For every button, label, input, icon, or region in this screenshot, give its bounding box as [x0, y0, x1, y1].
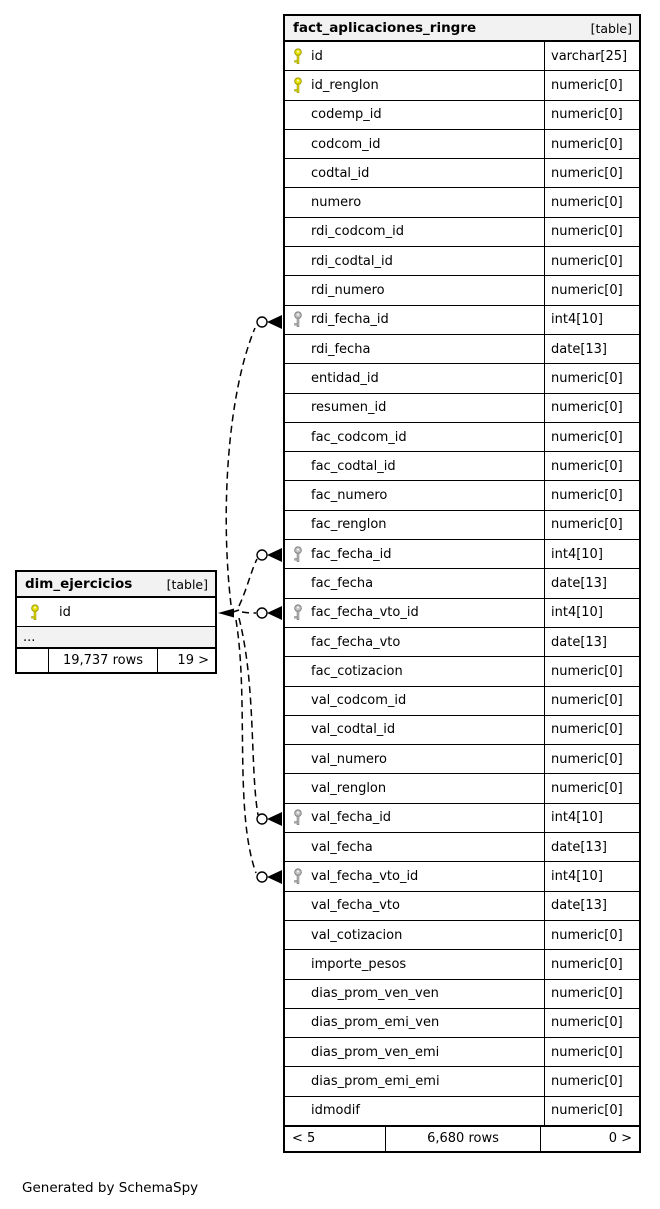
column-name-cell: [285, 921, 545, 949]
column-row-codtal_id: [285, 159, 639, 188]
column-row-val_fecha_vto: [285, 892, 639, 921]
column-name-cell: [285, 101, 545, 129]
column-row-dias_prom_ven_emi: [285, 1038, 639, 1067]
column-name-cell: [285, 540, 545, 568]
column-row-fac_codcom_id: [285, 423, 639, 452]
column-name: val_fecha_id: [311, 810, 392, 826]
column-type: numeric[0]: [551, 781, 623, 797]
column-row-numero: [285, 188, 639, 217]
column-row-rdi_fecha: [285, 335, 639, 364]
table-fact_aplicaciones_ringre: [283, 14, 641, 1153]
column-name-cell: [285, 335, 545, 363]
column-row-dias_prom_emi_ven: [285, 1009, 639, 1038]
column-name-cell: [285, 892, 545, 920]
fact-parents-indicator: < 5: [285, 1127, 386, 1151]
dim-table-footer: [17, 648, 215, 672]
column-type: numeric[0]: [551, 1074, 623, 1090]
foreign-key-icon: [285, 868, 311, 885]
column-name: val_codcom_id: [311, 693, 407, 709]
column-name-cell: [285, 306, 545, 334]
column-type: numeric[0]: [551, 107, 623, 123]
column-name: resumen_id: [311, 400, 387, 416]
column-row-idmodif: [285, 1097, 639, 1126]
column-row-rdi_fecha_id: [285, 306, 639, 335]
column-row-fac_fecha_id: [285, 540, 639, 569]
column-name: fac_fecha: [311, 575, 374, 591]
column-name: val_codtal_id: [311, 722, 396, 738]
primary-key-icon: [285, 48, 311, 65]
column-name: fac_fecha_vto: [311, 634, 401, 650]
column-name-cell: [285, 687, 545, 715]
column-type: numeric[0]: [551, 370, 623, 386]
relation-rdi_fecha_id: [226, 315, 282, 605]
column-type: date[13]: [551, 634, 607, 650]
column-name-cell: [285, 394, 545, 422]
column-row-importe_pesos: [285, 950, 639, 979]
column-name: id: [311, 48, 323, 64]
column-type: numeric[0]: [551, 458, 623, 474]
column-row-dias_prom_emi_emi: [285, 1067, 639, 1096]
relation-val_fecha_vto_id: [236, 620, 282, 884]
column-name-cell: [285, 481, 545, 509]
column-name: dias_prom_emi_ven: [311, 1015, 440, 1031]
column-type: int4[10]: [551, 312, 603, 328]
column-type: int4[10]: [551, 605, 603, 621]
column-name: codcom_id: [311, 136, 381, 152]
column-type: int4[10]: [551, 810, 603, 826]
column-name: rdi_fecha_id: [311, 312, 389, 328]
column-name: dias_prom_emi_emi: [311, 1074, 440, 1090]
column-name: codtal_id: [311, 165, 370, 181]
column-name-cell: [285, 745, 545, 773]
column-type: int4[10]: [551, 868, 603, 884]
column-row-id_renglon: [285, 71, 639, 100]
column-name-cell: [285, 774, 545, 802]
column-name: val_renglon: [311, 781, 387, 797]
foreign-key-icon: [285, 604, 311, 621]
column-type: numeric[0]: [551, 693, 623, 709]
column-type: numeric[0]: [551, 253, 623, 269]
column-row-codcom_id: [285, 130, 639, 159]
relation-fac_fecha_id: [239, 548, 282, 606]
column-name: fac_numero: [311, 488, 388, 504]
fact-row-count: 6,680 rows: [427, 1131, 499, 1147]
hidden-columns-ellipsis: ...: [17, 627, 215, 648]
column-name: fac_renglon: [311, 517, 387, 533]
column-type: date[13]: [551, 575, 607, 591]
fact-table-tag: [table]: [590, 20, 632, 36]
column-name-cell: [17, 598, 215, 626]
column-type: date[13]: [551, 341, 607, 357]
column-row-fac_fecha: [285, 569, 639, 598]
column-name: id_renglon: [311, 77, 379, 93]
column-name-cell: [285, 423, 545, 451]
column-type: date[13]: [551, 839, 607, 855]
column-name-cell: [285, 1038, 545, 1066]
column-type: numeric[0]: [551, 751, 623, 767]
column-row-resumen_id: [285, 394, 639, 423]
column-type: numeric[0]: [551, 956, 623, 972]
dim-parents-indicator: [17, 649, 49, 672]
column-name-cell: [285, 950, 545, 978]
dim-row-count: 19,737 rows: [62, 653, 144, 669]
dim-table-columns: [17, 598, 215, 627]
column-name-cell: [285, 1009, 545, 1037]
dim-table-header[interactable]: [17, 572, 215, 598]
fact-children-indicator: 0 >: [540, 1127, 639, 1151]
column-type: numeric[0]: [551, 77, 623, 93]
column-row-val_renglon: [285, 774, 639, 803]
column-name-cell: [285, 364, 545, 392]
foreign-key-icon: [285, 809, 311, 826]
column-type: numeric[0]: [551, 488, 623, 504]
dim-children-indicator: 19 >: [157, 649, 215, 672]
table-dim_ejercicios: [15, 570, 217, 674]
column-name: val_cotizacion: [311, 927, 403, 943]
primary-key-icon: [17, 604, 59, 621]
column-row-fac_codtal_id: [285, 452, 639, 481]
column-row-val_codtal_id: [285, 716, 639, 745]
column-name-cell: [285, 1097, 545, 1125]
column-row-val_fecha_id: [285, 804, 639, 833]
column-row-rdi_codtal_id: [285, 247, 639, 276]
dim-table-title[interactable]: dim_ejercicios: [25, 576, 133, 592]
column-type: numeric[0]: [551, 224, 623, 240]
generated-by-note: Generated by SchemaSpy: [22, 1180, 199, 1196]
column-name-cell: [285, 628, 545, 656]
column-name-cell: [285, 452, 545, 480]
column-name: fac_fecha_vto_id: [311, 605, 419, 621]
relation-val_fecha_id: [239, 618, 282, 826]
column-type: numeric[0]: [551, 429, 623, 445]
column-type: varchar[25]: [551, 48, 628, 64]
fact-table-columns: [285, 42, 639, 1126]
column-name: fac_codcom_id: [311, 429, 407, 445]
column-name: importe_pesos: [311, 956, 407, 972]
column-name: val_numero: [311, 751, 387, 767]
column-name-cell: [285, 657, 545, 685]
column-row-codemp_id: [285, 101, 639, 130]
column-row-val_numero: [285, 745, 639, 774]
column-type: numeric[0]: [551, 663, 623, 679]
column-type: numeric[0]: [551, 136, 623, 152]
column-name: fac_codtal_id: [311, 458, 396, 474]
column-row-entidad_id: [285, 364, 639, 393]
column-name: dias_prom_ven_ven: [311, 986, 439, 1002]
column-name: codemp_id: [311, 107, 382, 123]
column-name-cell: [285, 833, 545, 861]
column-row-rdi_codcom_id: [285, 218, 639, 247]
column-row-val_codcom_id: [285, 687, 639, 716]
fact-table-footer: [285, 1126, 639, 1151]
column-name: fac_fecha_id: [311, 546, 392, 562]
column-row-id: [17, 598, 215, 627]
column-row-val_fecha_vto_id: [285, 862, 639, 891]
column-name-cell: [285, 71, 545, 99]
column-type: numeric[0]: [551, 1044, 623, 1060]
column-name: numero: [311, 195, 362, 211]
column-name-cell: [285, 569, 545, 597]
column-name: rdi_codtal_id: [311, 253, 393, 269]
column-type: numeric[0]: [551, 1103, 623, 1119]
column-name: fac_cotizacion: [311, 663, 403, 679]
column-type: numeric[0]: [551, 1015, 623, 1031]
column-row-val_cotizacion: [285, 921, 639, 950]
column-name: entidad_id: [311, 370, 379, 386]
column-name-cell: [285, 804, 545, 832]
column-row-dias_prom_ven_ven: [285, 980, 639, 1009]
column-name-cell: [285, 159, 545, 187]
column-name-cell: [285, 511, 545, 539]
column-row-fac_cotizacion: [285, 657, 639, 686]
column-name: val_fecha_vto_id: [311, 868, 419, 884]
column-name: val_fecha_vto: [311, 898, 400, 914]
primary-key-icon: [285, 77, 311, 94]
column-name-cell: [285, 218, 545, 246]
fact-table-title[interactable]: fact_aplicaciones_ringre: [293, 20, 477, 36]
column-name-cell: [285, 599, 545, 627]
column-name-cell: [285, 247, 545, 275]
column-name: rdi_numero: [311, 283, 385, 299]
column-name: dias_prom_ven_emi: [311, 1044, 440, 1060]
column-name-cell: [285, 130, 545, 158]
column-name-cell: [285, 862, 545, 890]
column-row-fac_fecha_vto_id: [285, 599, 639, 628]
column-type: numeric[0]: [551, 195, 623, 211]
column-row-val_fecha: [285, 833, 639, 862]
column-type: numeric[0]: [551, 927, 623, 943]
column-name-cell: [285, 188, 545, 216]
column-row-fac_fecha_vto: [285, 628, 639, 657]
column-name: rdi_fecha: [311, 341, 371, 357]
dim-table-tag: [table]: [166, 576, 208, 592]
column-name-cell: [285, 716, 545, 744]
column-type: numeric[0]: [551, 517, 623, 533]
column-name-cell: [285, 1067, 545, 1095]
relation-anchor-dim-id: [218, 609, 239, 618]
foreign-key-icon: [285, 546, 311, 563]
column-type: numeric[0]: [551, 400, 623, 416]
fact-table-header[interactable]: [285, 16, 639, 42]
column-type: numeric[0]: [551, 722, 623, 738]
column-name: rdi_codcom_id: [311, 224, 404, 240]
column-type: numeric[0]: [551, 165, 623, 181]
column-name: val_fecha: [311, 839, 373, 855]
column-row-fac_numero: [285, 481, 639, 510]
column-type: numeric[0]: [551, 986, 623, 1002]
column-type: int4[10]: [551, 546, 603, 562]
column-row-rdi_numero: [285, 276, 639, 305]
column-type: numeric[0]: [551, 283, 623, 299]
column-row-fac_renglon: [285, 511, 639, 540]
column-name: idmodif: [311, 1103, 360, 1119]
column-name-cell: [285, 276, 545, 304]
column-name-cell: [285, 42, 545, 70]
column-type: date[13]: [551, 898, 607, 914]
relation-fac_fecha_vto_id: [242, 606, 282, 620]
column-row-id: [285, 42, 639, 71]
foreign-key-icon: [285, 311, 311, 328]
column-name: id: [59, 604, 71, 620]
column-name-cell: [285, 980, 545, 1008]
